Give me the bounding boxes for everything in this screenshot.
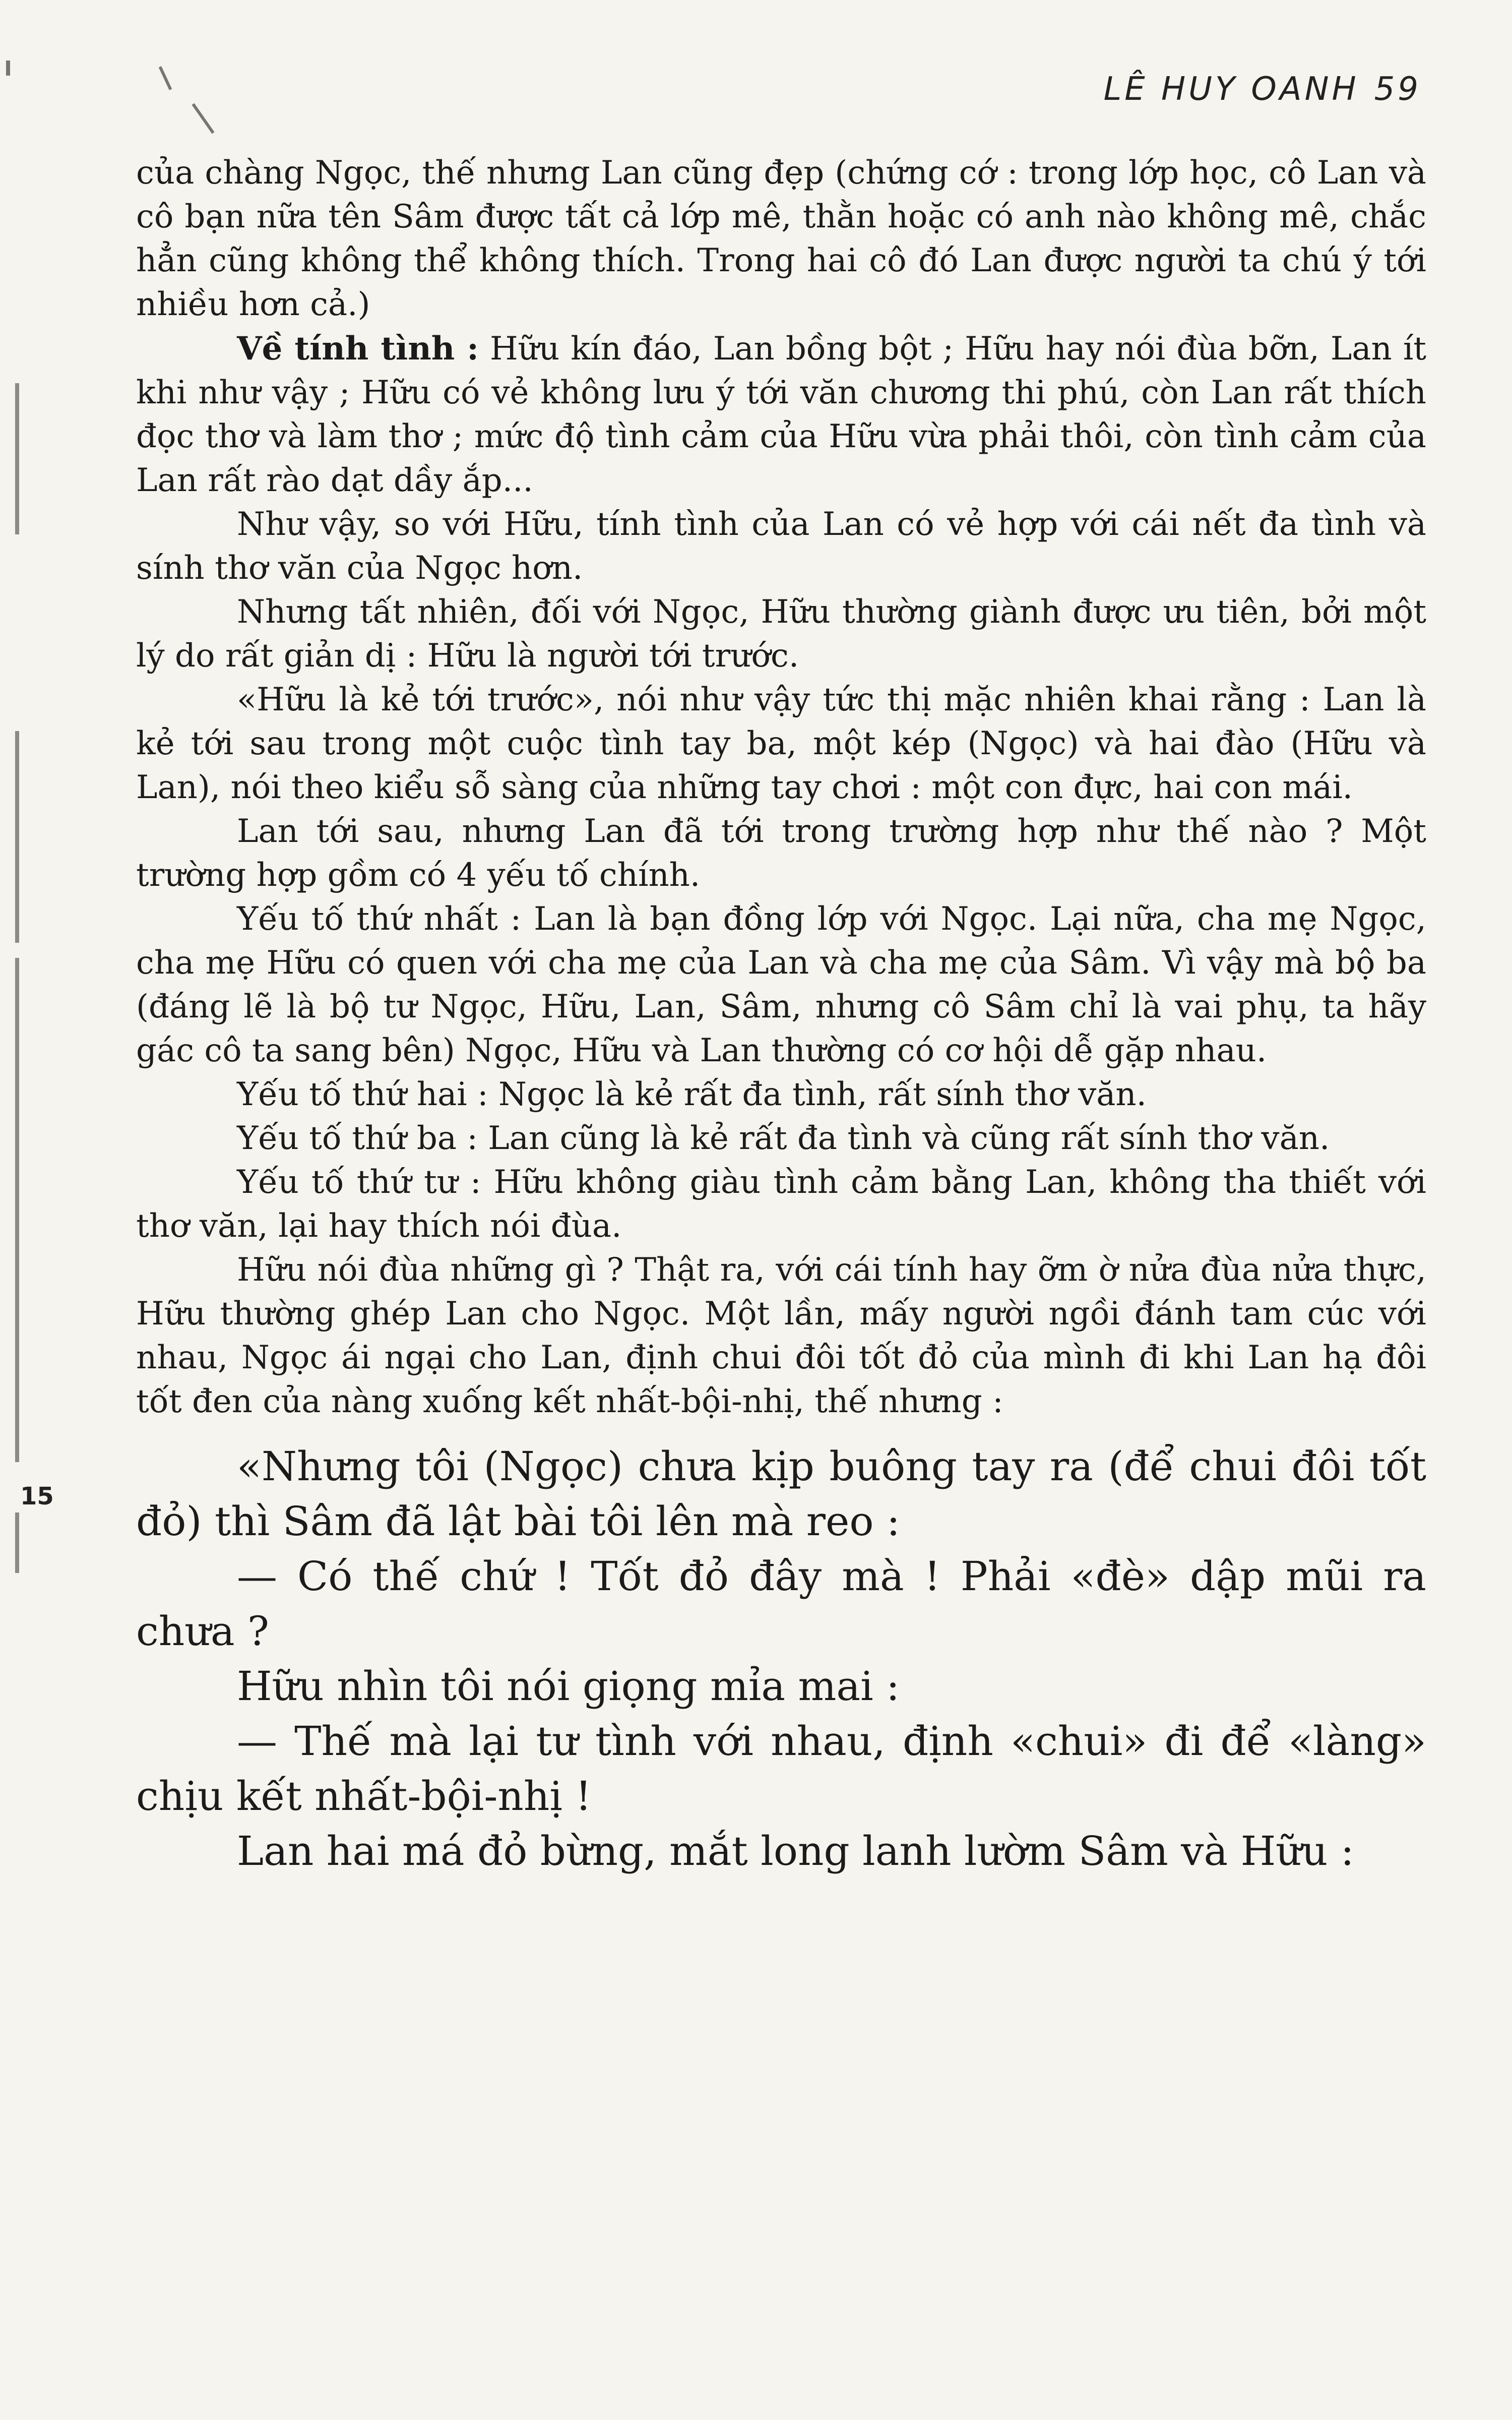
scan-margin-mark [15,731,19,943]
quoted-passage [136,1439,1426,1879]
paragraph: Yếu tố thứ nhất : Lan là bạn đồng lớp với Ngọc. Lại nữa, cha mẹ Ngọc, cha mẹ Hữu có quen với cha mẹ của Lan và cha mẹ của Sâm. Vì vậy mà bộ ba (đáng lẽ là bộ tư Ngọc, Hữu, Lan, Sâm, nhưng cô Sâm chỉ là vai phụ, ta hãy gác cô ta sang bên) Ngọc, Hữu và Lan thường có cơ hội dễ gặp nhau. [136,900,1426,1069]
paragraph: Yếu tố thứ ba : Lan cũng là kẻ rất đa tình và cũng rất sính thơ văn. [237,1120,1330,1157]
section-lead: Về tính tình : [237,330,479,368]
paragraph: Như vậy, so với Hữu, tính tình của Lan có vẻ hợp với cái nết đa tình và sính thơ văn của Ngọc hơn. [136,506,1426,587]
quote-paragraph: — Thế mà lại tư tình với nhau, định «chui» đi để «làng» chịu kết nhất-bội-nhị ! [136,1718,1426,1820]
paragraph: Về tính tình : Hữu kín đáo, Lan bồng bột ; Hữu hay nói đùa bỡn, Lan ít khi như vậy ; Hữu có vẻ không lưu ý tới văn chương thi phú, còn Lan rất thích đọc thơ và làm thơ ; mức độ tình cảm của Hữu vừa phải thôi, còn tình cảm của Lan rất rào dạt dầy ắp... [136,330,1427,499]
main-text [136,151,1426,1424]
quote-paragraph: Hữu nhìn tôi nói giọng mỉa mai : [237,1663,900,1710]
scan-margin-mark [15,958,19,1462]
scan-speck [159,66,172,90]
running-header [1104,71,1421,108]
paragraph: «Hữu là kẻ tới trước», nói như vậy tức thị mặc nhiên khai rằng : Lan là kẻ tới sau trong một cuộc tình tay ba, một kép (Ngọc) và hai đào (Hữu và Lan), nói theo kiểu sỗ sàng của những tay chơi : một con đực, hai con mái. [136,681,1426,806]
quote-paragraph: Lan hai má đỏ bừng, mắt long lanh lườm Sâm và Hữu : [237,1828,1354,1874]
paragraph: Nhưng tất nhiên, đối với Ngọc, Hữu thường giành được ưu tiên, bởi một lý do rất giản dị : Hữu là người tới trước. [136,593,1426,675]
paragraph: Lan tới sau, nhưng Lan đã tới trong trường hợp như thế nào ? Một trường hợp gồm có 4 yếu tố chính. [136,813,1426,894]
paragraph: của chàng Ngọc, thế nhưng Lan cũng đẹp (chứng cớ : trong lớp học, cô Lan và cô bạn nữa tên Sâm được tất cả lớp mê, thằn hoặc có anh nào không mê, chắc hẳn cũng không thể không thích. Trong hai cô đó Lan được người ta chú ý tới nhiều hơn cả.) [136,154,1426,323]
body-text [136,151,1426,1879]
paragraph: Hữu nói đùa những gì ? Thật ra, với cái tính hay ỡm ờ nửa đùa nửa thực, Hữu thường ghép Lan cho Ngọc. Một lần, mấy người ngồi đánh tam cúc với nhau, Ngọc ái ngại cho Lan, định chui đôi tốt đỏ của mình đi khi Lan hạ đôi tốt đen của nàng xuống kết nhất-bội-nhị, thế nhưng : [136,1251,1426,1420]
quote-paragraph: — Có thế chứ ! Tốt đỏ đây mà ! Phải «đè» dập mũi ra chưa ? [136,1553,1426,1655]
quote-paragraph: «Nhưng tôi (Ngọc) chưa kịp buông tay ra (để chui đôi tốt đỏ) thì Sâm đã lật bài tôi lên mà reo : [136,1443,1426,1545]
scan-speck [192,103,214,134]
scan-margin-mark [15,1512,19,1573]
paragraph: Yếu tố thứ hai : Ngọc là kẻ rất đa tình, rất sính thơ văn. [237,1076,1147,1113]
scan-speck [6,60,10,76]
margin-digit: 15 [20,1482,54,1510]
author-name: LÊ HUY OANH [1103,71,1359,108]
paragraph: Yếu tố thứ tư : Hữu không giàu tình cảm bằng Lan, không tha thiết với thơ văn, lại hay thích nói đùa. [136,1164,1426,1245]
page-number: 59 [1374,71,1421,108]
scan-margin-mark [15,383,19,534]
